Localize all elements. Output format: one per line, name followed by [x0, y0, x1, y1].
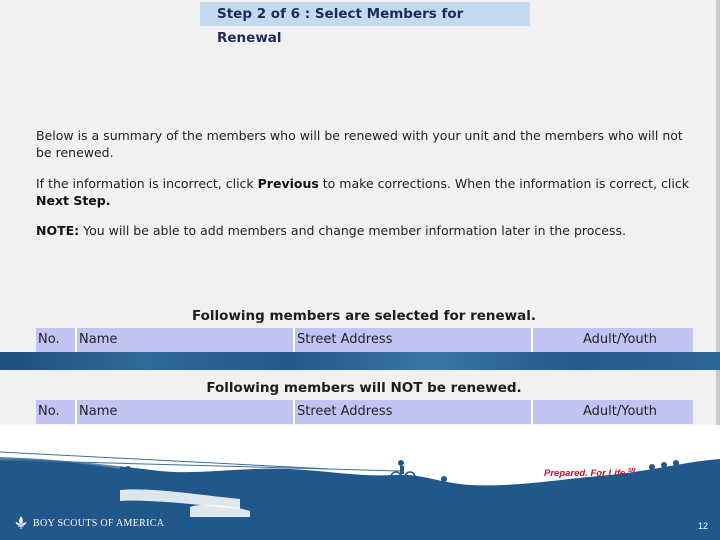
renewal-table-title: Following members are selected for renewal.	[191, 308, 537, 324]
bsa-logo	[14, 515, 164, 531]
not-renewed-table-title: Following members will NOT be renewed.	[206, 380, 522, 396]
instructions-text	[36, 175, 700, 209]
page-number: 12	[697, 521, 708, 531]
column-header-street-address: Street Address	[295, 328, 533, 352]
instructions-part2: to make corrections. When the information is correct, click	[318, 176, 689, 191]
slogan-mark: SM	[627, 468, 636, 474]
fleur-de-lis-icon	[14, 516, 28, 530]
instructions-part1: If the information is incorrect, click	[36, 176, 258, 191]
decorative-band	[0, 352, 720, 370]
column-header-street-address: Street Address	[295, 400, 533, 424]
step-title: Step 2 of 6 : Select Members for Renewal	[200, 2, 530, 26]
org-name: BOY SCOUTS OF AMERICA	[33, 517, 165, 529]
column-header-name: Name	[77, 328, 295, 352]
note-text	[36, 222, 700, 239]
column-header-no: No.	[36, 400, 77, 424]
column-header-adult-youth: Adult/Youth	[583, 332, 657, 347]
column-header-no: No.	[36, 328, 77, 352]
next-step-keyword: Next Step.	[36, 193, 111, 208]
previous-keyword: Previous	[257, 176, 319, 191]
column-header-adult-youth: Adult/Youth	[583, 404, 657, 419]
slogan	[544, 468, 635, 479]
summary-text: Below is a summary of the members who will be renewed with your unit and the members who will not be renewed.	[36, 128, 683, 160]
column-header-name: Name	[77, 400, 295, 424]
not-renewed-table-header	[36, 400, 693, 424]
note-label: NOTE:	[36, 223, 80, 238]
renewal-table-header	[36, 328, 693, 352]
slogan-text: Prepared. For Life.	[544, 468, 628, 480]
note-body: You will be able to add members and change member information later in the process.	[79, 223, 626, 238]
